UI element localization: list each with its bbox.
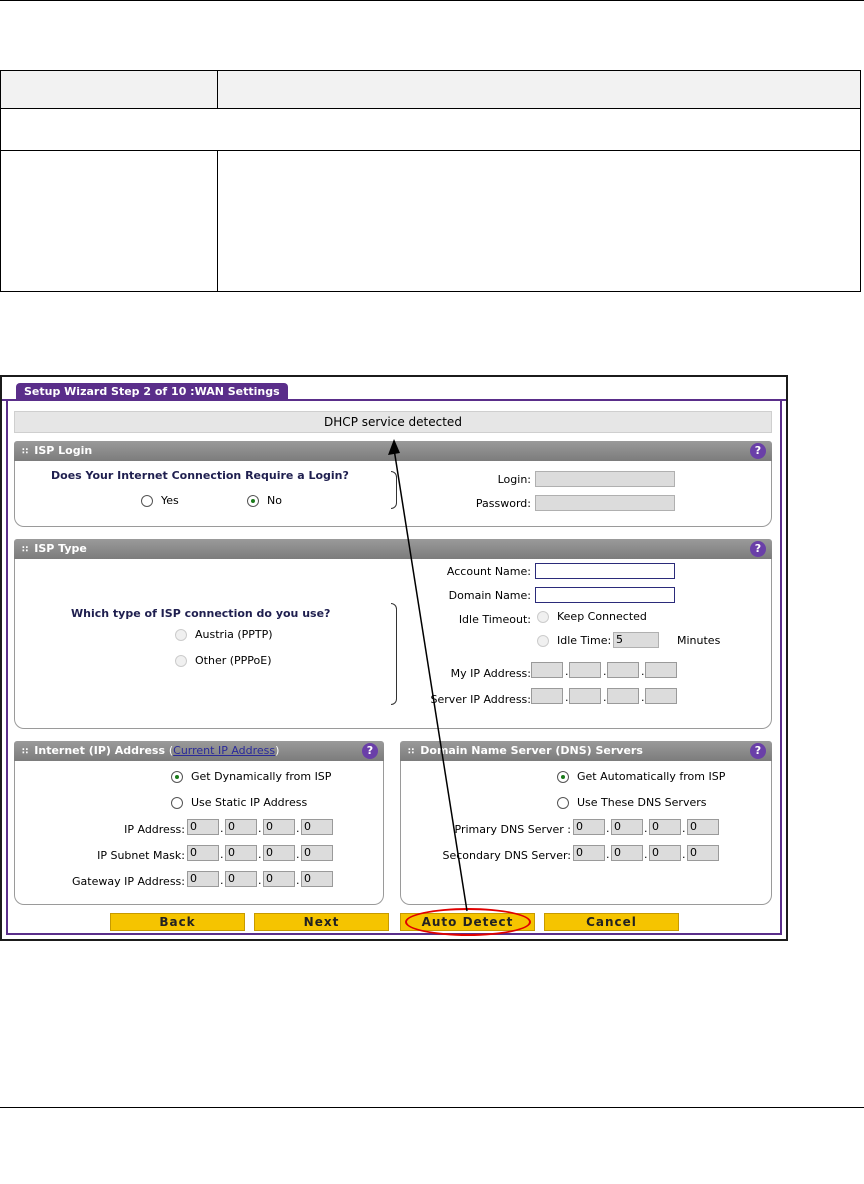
auto-detect-button[interactable]: Auto Detect: [400, 913, 535, 931]
login-no-label: No: [267, 494, 282, 507]
table-row: [1, 151, 860, 291]
keep-connected-label: Keep Connected: [557, 610, 647, 623]
domain-name-label: Domain Name:: [448, 589, 531, 602]
current-ip-link[interactable]: Current IP Address: [173, 744, 276, 757]
idle-timeout-label: Idle Timeout:: [458, 613, 531, 626]
dynamic-ip-label: Get Dynamically from ISP: [191, 770, 332, 783]
next-button[interactable]: Next: [254, 913, 389, 931]
cancel-button[interactable]: Cancel: [544, 913, 679, 931]
subnet-octet-2[interactable]: 0: [225, 845, 257, 861]
back-button[interactable]: Back: [110, 913, 245, 931]
callout-arrow: [2, 377, 786, 939]
ip-octet-2[interactable]: 0: [225, 819, 257, 835]
gateway-octet-2[interactable]: 0: [225, 871, 257, 887]
isp-type-body: Which type of ISP connection do you use? Austria (PPTP) Other (PPPoE) Account Name: Domain Name: Idle Timeout: Keep Connected Idle Time: 5 Minutes My IP Address: . . . Server IP Address: . . .: [14, 559, 772, 729]
grip-icon: ∷: [22, 545, 29, 555]
dns-auto-label: Get Automatically from ISP: [577, 770, 726, 783]
gateway-octet-1[interactable]: 0: [187, 871, 219, 887]
gateway-ip-label: Gateway IP Address:: [72, 875, 185, 888]
idle-time-label: Idle Time:: [557, 634, 612, 647]
other-pppoe-label: Other (PPPoE): [195, 654, 272, 667]
table-header-row: [1, 71, 860, 109]
internet-ip-header: ∷ Internet (IP) Address (Current IP Address) ?: [14, 741, 384, 761]
wizard-tab[interactable]: Setup Wizard Step 2 of 10 :WAN Settings: [16, 383, 288, 401]
idle-time-input[interactable]: 5: [613, 632, 659, 648]
ip-octet-4[interactable]: 0: [301, 819, 333, 835]
login-label: Login:: [497, 473, 531, 486]
my-ip-label: My IP Address:: [450, 667, 531, 680]
secondary-dns-octet-4[interactable]: 0: [687, 845, 719, 861]
subnet-octet-1[interactable]: 0: [187, 845, 219, 861]
dns-body: Get Automatically from ISP Use These DNS Servers Primary DNS Server : 0 . 0 . 0 . 0 Secondary DNS Server: 0 . 0 . 0 . 0: [400, 761, 772, 905]
login-yes-label: Yes: [161, 494, 179, 507]
secondary-dns-octet-1[interactable]: 0: [573, 845, 605, 861]
primary-dns-octet-3[interactable]: 0: [649, 819, 681, 835]
subnet-octet-3[interactable]: 0: [263, 845, 295, 861]
secondary-dns-octet-3[interactable]: 0: [649, 845, 681, 861]
help-icon[interactable]: ?: [750, 743, 766, 759]
status-message: DHCP service detected: [14, 411, 772, 433]
page-bottom-rule: [0, 1107, 864, 1108]
minutes-label: Minutes: [677, 634, 721, 647]
subnet-mask-label: IP Subnet Mask:: [97, 849, 185, 862]
page-top-rule: [0, 0, 864, 1]
primary-dns-label: Primary DNS Server :: [454, 823, 571, 836]
gateway-octet-4[interactable]: 0: [301, 871, 333, 887]
dns-manual-label: Use These DNS Servers: [577, 796, 707, 809]
isp-type-question: Which type of ISP connection do you use?: [71, 607, 331, 620]
help-icon[interactable]: ?: [750, 443, 766, 459]
help-icon[interactable]: ?: [750, 541, 766, 557]
subnet-octet-4[interactable]: 0: [301, 845, 333, 861]
grip-icon: ∷: [408, 747, 415, 757]
secondary-dns-octet-2[interactable]: 0: [611, 845, 643, 861]
ip-octet-1[interactable]: 0: [187, 819, 219, 835]
document-table: [0, 70, 861, 292]
account-name-label: Account Name:: [446, 565, 531, 578]
primary-dns-octet-2[interactable]: 0: [611, 819, 643, 835]
grip-icon: ∷: [22, 447, 29, 457]
primary-dns-octet-4[interactable]: 0: [687, 819, 719, 835]
grip-icon: ∷: [22, 747, 29, 757]
isp-type-title: ISP Type: [34, 542, 87, 555]
isp-login-title: ISP Login: [34, 444, 93, 457]
table-row: [1, 109, 860, 151]
password-label: Password:: [475, 497, 531, 510]
internet-ip-title: Internet (IP) Address: [34, 744, 165, 757]
secondary-dns-label: Secondary DNS Server:: [442, 849, 571, 862]
wan-settings-screenshot: [0, 375, 788, 941]
internet-ip-body: Get Dynamically from ISP Use Static IP Address IP Address: 0 . 0 . 0 . 0 IP Subnet Mask: 0 . 0 . 0 . 0 Gateway IP Address: 0 . 0 . 0 . 0: [14, 761, 384, 905]
ip-octet-3[interactable]: 0: [263, 819, 295, 835]
help-icon[interactable]: ?: [362, 743, 378, 759]
gateway-octet-3[interactable]: 0: [263, 871, 295, 887]
dns-title: Domain Name Server (DNS) Servers: [420, 744, 643, 757]
austria-pptp-label: Austria (PPTP): [195, 628, 273, 641]
primary-dns-octet-1[interactable]: 0: [573, 819, 605, 835]
ip-address-label: IP Address:: [124, 823, 185, 836]
server-ip-label: Server IP Address:: [430, 693, 531, 706]
static-ip-label: Use Static IP Address: [191, 796, 308, 809]
login-question: Does Your Internet Connection Require a Login?: [51, 469, 349, 482]
